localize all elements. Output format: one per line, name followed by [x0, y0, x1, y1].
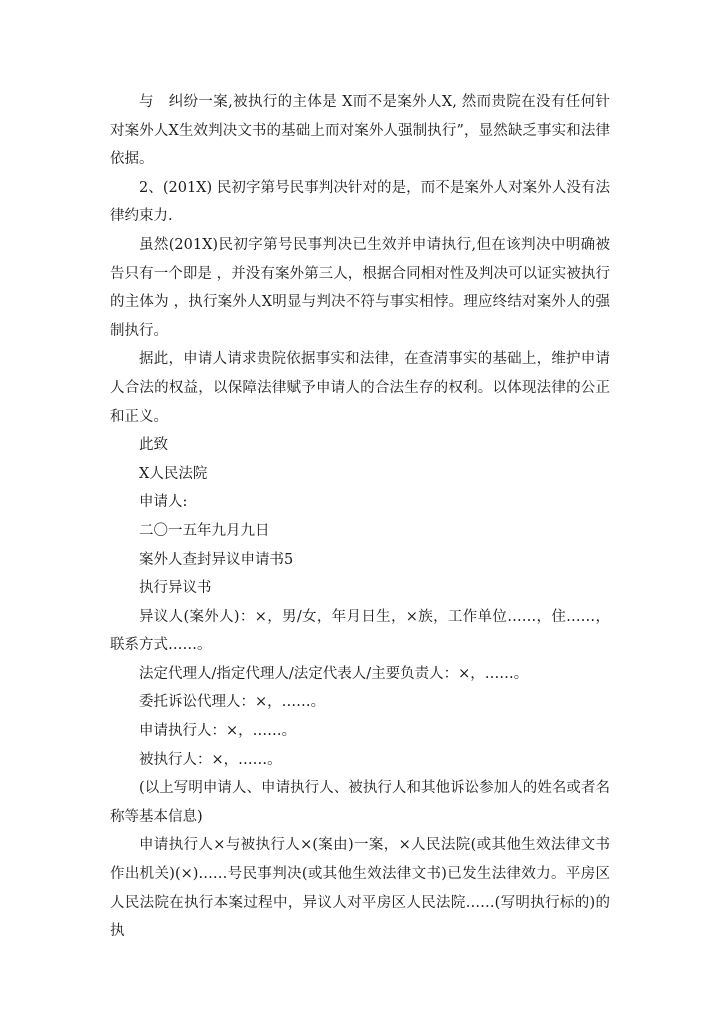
paragraph-1: 与 纠纷一案,被执行的主体是 X而不是案外人X, 然而贵院在没有任何针对案外人X生效判决文书的基础上而对案外人强制执行”，显然缺乏事实和法律依据。 [110, 94, 610, 168]
paragraph-4: 据此，申请人请求贵院依据事实和法律，在查清事实的基础上，维护申请人合法的权益，以保障法律赋予申请人的合法生存的权利。以体现法律的公正和正义。 [110, 351, 610, 425]
respondent-info: 被执行人：×，……。 [139, 751, 282, 768]
document-title: 执行异议书 [139, 580, 212, 597]
paragraph-3: 虽然(201X)民初字第号民事判决已生效并申请执行,但在该判决中明确被告只有一个即是 ，并没有案外第三人，根据合同相对性及判决可以证实被执行的主体为 ，执行案外人X明显与判决不符与事实相悖。理应终结对案外人的强制执行。 [110, 236, 610, 339]
paragraph-2: 2、(201X) 民初字第号民事判决针对的是，而不是案外人对案外人没有法律约束力. [110, 179, 610, 225]
recipient-court: X人民法院 [139, 465, 208, 482]
salutation: 此致 [139, 437, 168, 454]
agent-info: 委托诉讼代理人：×，……。 [139, 694, 326, 711]
section-title: 案外人查封异议申请书5 [139, 551, 294, 568]
legal-representative-info: 法定代理人/指定代理人/法定代表人/主要负责人：×，……。 [139, 665, 529, 682]
case-body-paragraph: 申请执行人×与被执行人×(案由)一案，×人民法院(或其他生效法律文书作出机关)(×)……号民事判决(或其他生效法律文书)已发生法律效力。平房区人民法院在执行本案过程中，异议人对平房区人民法院……(写明执行标的)的执 [110, 837, 610, 940]
document-date: 二〇一五年九月九日 [139, 522, 270, 539]
parenthetical-note: (以上写明申请人、申请执行人、被执行人和其他诉讼参加人的姓名或者名称等基本信息) [110, 780, 610, 825]
objector-info: 异议人(案外人)：×，男/女，年月日生，×族，工作单位……，住……，联系方式……。 [110, 608, 610, 654]
applicant-signature: 申请人: [139, 494, 188, 511]
applicant-info: 申请执行人：×，……。 [139, 723, 297, 740]
